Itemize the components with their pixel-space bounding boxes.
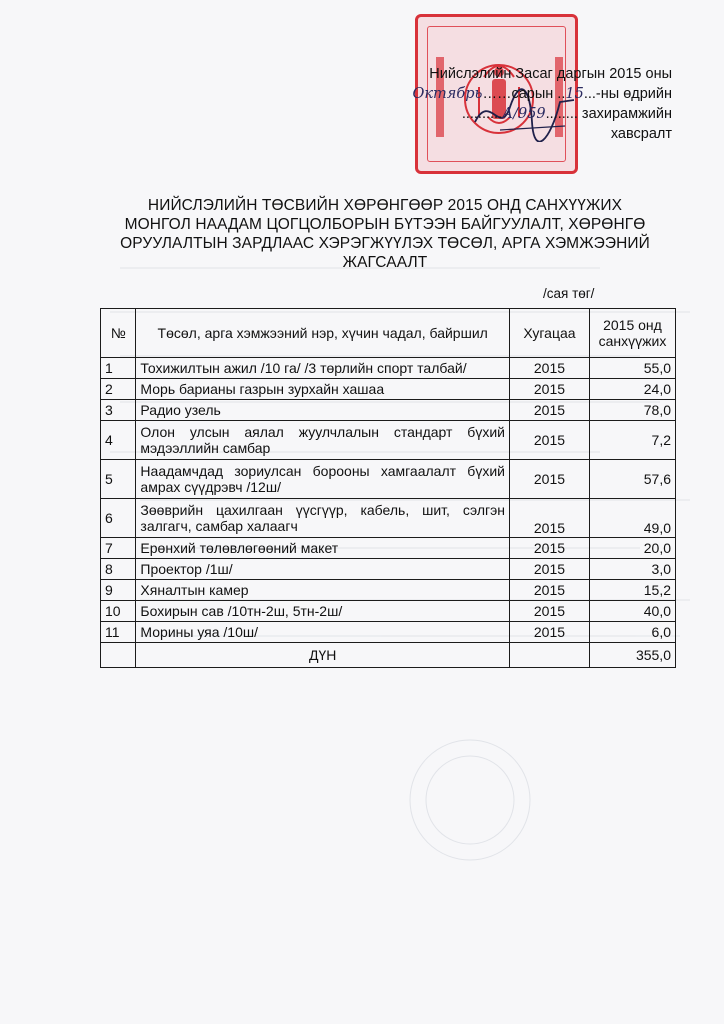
row-period: 2015 [509,538,589,559]
row-name: Радио узель [136,400,510,421]
row-amount: 7,2 [589,421,675,460]
handwritten-month: Октябрь [412,86,483,102]
handwritten-order-number: А/959 [502,106,546,122]
row-amount: 49,0 [589,499,675,538]
row-period: 2015 [509,379,589,400]
row-number: 2 [101,379,136,400]
title-line-3: ОРУУЛАЛТЫН ЗАРДЛААС ХЭРЭГЖҮҮЛЭХ ТӨСӨЛ, АРГА ХЭМЖЭЭНИЙ [120,235,650,252]
title-line-1: НИЙСЛЭЛИЙН ТӨСВИЙН ХӨРӨНГӨӨР 2015 ОНД САНХҮҮЖИХ [147,197,623,214]
document-title [110,196,660,272]
row-name: Тохижилтын ажил /10 га/ /3 төрлийн спорт талбай/ [136,358,510,379]
unit-label: /сая төг/ [543,286,595,301]
table-row [101,379,676,400]
row-period: 2015 [509,559,589,580]
row-amount: 57,6 [589,460,675,499]
row-amount: 15,2 [589,580,675,601]
row-period: 2015 [509,400,589,421]
row-number: 1 [101,358,136,379]
row-period: 2015 [509,601,589,622]
approval-annex-note [402,64,672,144]
row-amount: 20,0 [589,538,675,559]
table-header-row [101,309,676,358]
row-name: Морины уяа /10ш/ [136,622,510,643]
table-row [101,358,676,379]
row-number: 9 [101,580,136,601]
table-row [101,400,676,421]
table-total-row [101,643,676,668]
table-row [101,622,676,643]
row-amount: 3,0 [589,559,675,580]
row-name: Ерөнхий төлөвлөгөөний макет [136,538,510,559]
row-number: 6 [101,499,136,538]
total-empty-cell [101,643,136,668]
row-number: 11 [101,622,136,643]
row-amount: 78,0 [589,400,675,421]
table-row [101,559,676,580]
row-name: Наадамчдад зориулсан борооны хамгаалалт бүхий амрах сүүдрэвч /12ш/ [136,460,510,499]
row-name: Зөөврийн цахилгаан үүсгүүр, кабель, шит, сэлгэн залгагч, самбар халаагч [136,499,510,538]
table-row [101,580,676,601]
row-name: Олон улсын аялал жуулчлалын стандарт бүхий мэдээллийн самбар [136,421,510,460]
row-number: 7 [101,538,136,559]
row-number: 8 [101,559,136,580]
title-line-4: ЖАГСААЛТ [342,254,428,271]
table-row [101,538,676,559]
total-amount: 355,0 [589,643,675,668]
header-amount-line-2: санхүүжих [598,333,667,349]
total-period-cell [509,643,589,668]
row-period: 2015 [509,358,589,379]
row-name: Морь барианы газрын зурхайн хашаа [136,379,510,400]
row-name: Бохирын сав /10тн-2ш, 5тн-2ш/ [136,601,510,622]
header-name: Төсөл, арга хэмжээний нэр, хүчин чадал, байршил [136,309,510,358]
header-amount-line-1: 2015 онд [603,317,662,333]
approval-month-word: сарын [511,86,554,102]
row-name: Хяналтын камер [136,580,510,601]
row-period: 2015 [509,460,589,499]
table-row [101,421,676,460]
row-period: 2015 [509,622,589,643]
row-amount: 6,0 [589,622,675,643]
row-name: Проектор /1ш/ [136,559,510,580]
approval-line-1: Нийслэлийн Засаг даргын 2015 оны [429,66,672,82]
approval-line-3: ..........А/959........ захирамжийн [461,106,672,122]
row-amount: 40,0 [589,601,675,622]
table-row [101,601,676,622]
row-period: 2015 [509,499,589,538]
table-row [101,499,676,538]
row-number: 3 [101,400,136,421]
header-number: № [101,309,136,358]
approval-date-suffix: -ны өдрийн [595,86,672,102]
title-line-2: МОНГОЛ НААДАМ ЦОГЦОЛБОРЫН БҮТЭЭН БАЙГУУЛАЛТ, ХӨРӨНГӨ [124,216,646,233]
total-label: ДҮН [136,643,510,668]
approval-line-4: хавсралт [610,126,672,142]
row-number: 5 [101,460,136,499]
handwritten-day: 15 [565,86,584,102]
row-number: 10 [101,601,136,622]
approval-line-2: Октябрь……сарын ..15...-ны өдрийн [412,86,672,102]
row-amount: 24,0 [589,379,675,400]
table-row [101,460,676,499]
row-period: 2015 [509,421,589,460]
row-period: 2015 [509,580,589,601]
row-amount: 55,0 [589,358,675,379]
projects-table [100,308,676,668]
header-period: Хугацаа [509,309,589,358]
header-amount [589,309,675,358]
approval-order-word: захирамжийн [581,106,672,122]
row-number: 4 [101,421,136,460]
